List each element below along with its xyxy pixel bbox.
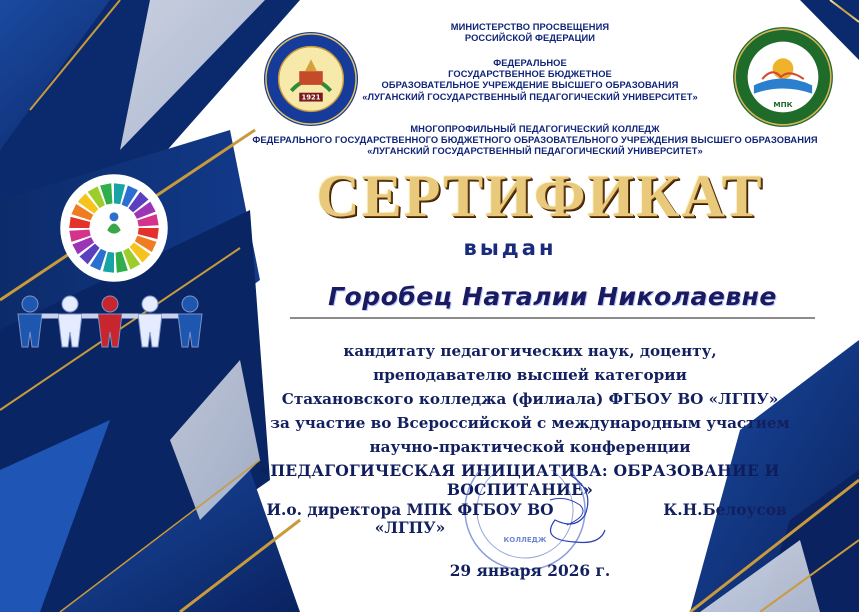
- stamp-center-text: КОЛЛЕДЖ: [503, 536, 547, 544]
- issue-date: 29 января 2026 г.: [449, 562, 611, 580]
- college-line-2: ФЕДЕРАЛЬНОГО ГОСУДАРСТВЕННОГО БЮДЖЕТНОГО ОБРАЗОВАТЕЛЬНОГО УЧРЕЖДЕНИЯ ВЫСШЕГО ОБРАЗОВАНИЯ: [252, 135, 818, 146]
- university-line-4: «ЛУГАНСКИЙ ГОСУДАРСТВЕННЫЙ ПЕДАГОГИЧЕСКИЙ УНИВЕРСИТЕТ»: [362, 91, 698, 102]
- university-heading: [330, 58, 730, 103]
- university-line-2: ГОСУДАРСТВЕННОЕ БЮДЖЕТНОЕ: [448, 69, 612, 80]
- ministry-line-2: РОССИЙСКОЙ ФЕДЕРАЦИИ: [464, 33, 596, 44]
- college-line-1: МНОГОПРОФИЛЬНЫЙ ПЕДАГОГИЧЕСКИЙ КОЛЛЕДЖ: [410, 124, 660, 134]
- body-line-2: преподавателю высшей категории: [373, 366, 687, 384]
- body-line-1: кандитату педагогических наук, доценту,: [343, 342, 717, 360]
- college-logo: [731, 25, 835, 129]
- issued-label: выдан: [463, 236, 557, 260]
- conference-title: «ПЕДАГОГИЧЕСКАЯ ИНИЦИАТИВА: ОБРАЗОВАНИЕ И ВОСПИТАНИЕ»: [260, 461, 780, 499]
- university-line-3: ОБРАЗОВАТЕЛЬНОЕ УЧРЕЖДЕНИЕ ВЫСШЕГО ОБРАЗОВАНИЯ: [381, 80, 679, 91]
- body-line-4: за участие во Всероссийской с международным участием: [270, 414, 790, 432]
- body-line-5: научно-практической конференции: [369, 438, 691, 456]
- logo-abbr: МПК: [773, 100, 793, 110]
- ministry-line-1: МИНИСТЕРСТВО ПРОСВЕЩЕНИЯ: [450, 22, 610, 32]
- university-line-1: ФЕДЕРАЛЬНОЕ: [493, 58, 567, 68]
- body-line-3: Стахановского колледжа (филиала) ФГБОУ ВО «ЛГПУ»: [281, 390, 779, 408]
- college-line-3: «ЛУГАНСКИЙ ГОСУДАРСТВЕННЫЙ ПЕДАГОГИЧЕСКИЙ УНИВЕРСИТЕТ»: [367, 146, 703, 157]
- people-chain-graphic: [10, 292, 210, 362]
- signatory-position: И.о. директора МПК ФГБОУ ВО «ЛГПУ»: [266, 501, 554, 537]
- college-heading: [240, 124, 830, 158]
- ministry-heading: [380, 22, 680, 44]
- conference-logo: [58, 172, 170, 284]
- signatory-name: К.Н.Белоусов: [663, 501, 787, 519]
- recipient-name: Горобец Наталии Николаевне: [328, 282, 777, 311]
- logo-year: 1921: [301, 93, 321, 102]
- certificate-title: СЕРТИФИКАТ: [316, 163, 764, 229]
